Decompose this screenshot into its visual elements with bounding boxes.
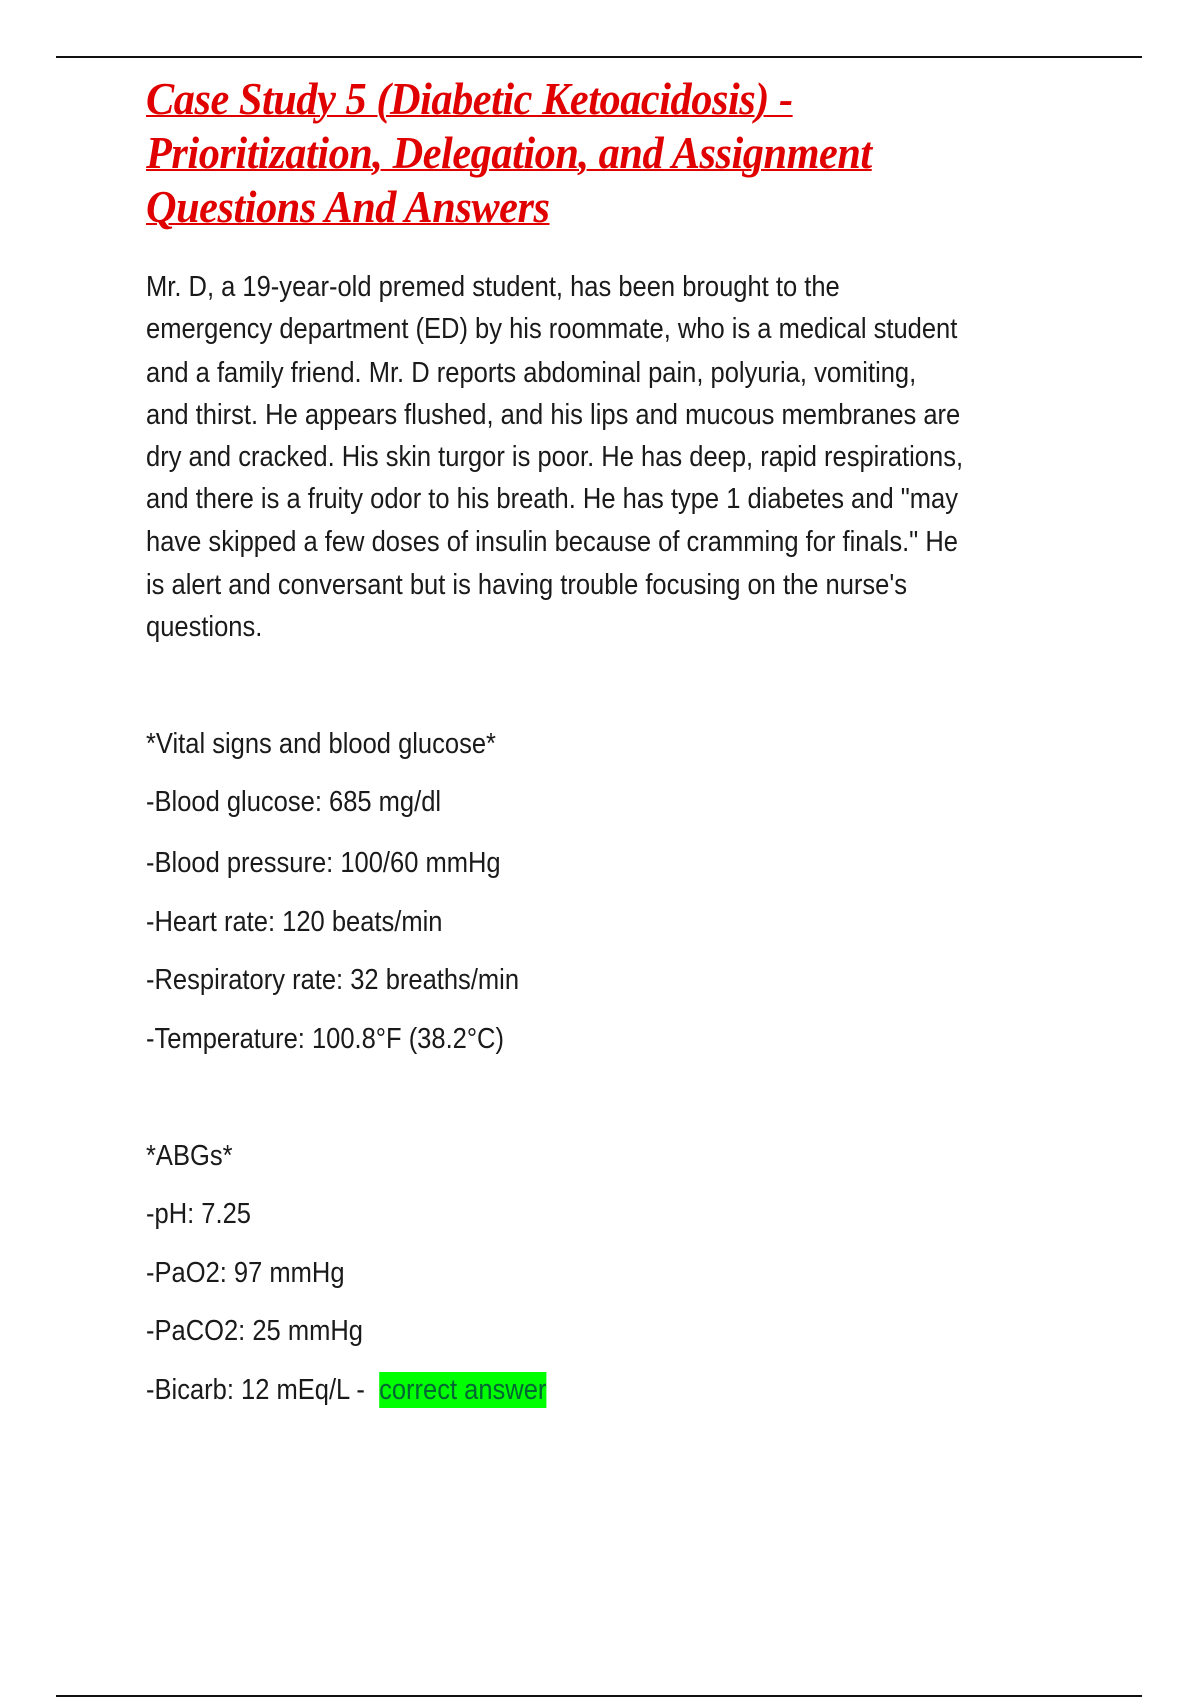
vital-item: -Respiratory rate: 32 breaths/min bbox=[146, 964, 520, 996]
scenario-line: and there is a fruity odor to his breath. He has type 1 diabetes and "may bbox=[146, 483, 958, 515]
scenario-line: emergency department (ED) by his roommate, who is a medical student bbox=[146, 313, 958, 345]
abg-item: -pH: 7.25 bbox=[146, 1198, 251, 1230]
vitals-heading: *Vital signs and blood glucose* bbox=[146, 728, 496, 760]
top-rule bbox=[56, 56, 1142, 58]
vital-item: -Heart rate: 120 beats/min bbox=[146, 906, 443, 938]
vital-item: -Blood pressure: 100/60 mmHg bbox=[146, 847, 501, 879]
title-line-1: Case Study 5 (Diabetic Ketoacidosis) - bbox=[146, 73, 793, 124]
correct-answer-highlight: correct answer bbox=[379, 1374, 547, 1406]
scenario-line: Mr. D, a 19-year-old premed student, has been brought to the bbox=[146, 271, 840, 303]
scenario-line: have skipped a few doses of insulin because of cramming for finals." He bbox=[146, 526, 958, 558]
scenario-line: and thirst. He appears flushed, and his lips and mucous membranes are bbox=[146, 399, 961, 431]
title-line-2: Prioritization, Delegation, and Assignment bbox=[146, 127, 872, 178]
scenario-line: and a family friend. Mr. D reports abdominal pain, polyuria, vomiting, bbox=[146, 357, 917, 389]
abg-item-bicarb bbox=[146, 1370, 546, 1410]
scenario-line: dry and cracked. His skin turgor is poor. He has deep, rapid respirations, bbox=[146, 441, 964, 473]
scenario-line: is alert and conversant but is having trouble focusing on the nurse's bbox=[146, 569, 908, 601]
bottom-rule bbox=[56, 1695, 1142, 1697]
bicarb-text: -Bicarb: 12 mEq/L - bbox=[146, 1374, 372, 1406]
vital-item: -Temperature: 100.8°F (38.2°C) bbox=[146, 1023, 504, 1055]
vital-item: -Blood glucose: 685 mg/dl bbox=[146, 786, 442, 818]
abg-item: -PaCO2: 25 mmHg bbox=[146, 1315, 363, 1347]
abgs-heading: *ABGs* bbox=[146, 1140, 233, 1172]
abg-item: -PaO2: 97 mmHg bbox=[146, 1257, 345, 1289]
title-line-3: Questions And Answers bbox=[146, 181, 550, 232]
scenario-line: questions. bbox=[146, 611, 263, 643]
